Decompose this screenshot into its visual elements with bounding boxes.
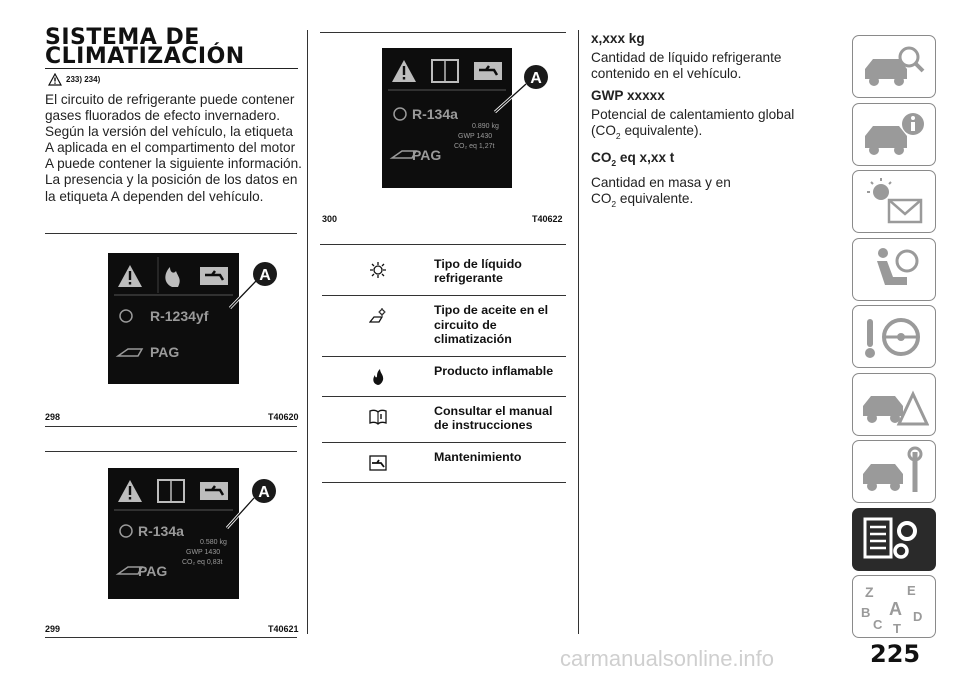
figure-300-refrigerant: R-134a — [412, 106, 458, 122]
warning-book-icon — [48, 73, 62, 86]
table-row — [322, 357, 566, 397]
figure-300-bottom-rule — [320, 244, 566, 245]
tab-warning-lights[interactable] — [852, 305, 936, 368]
column-separator-2 — [578, 30, 579, 634]
tab-maintenance[interactable] — [852, 440, 936, 503]
car-info-icon — [859, 108, 929, 160]
definition-co2-head-sub: 2 — [611, 158, 617, 169]
figure-300-top-rule — [320, 32, 566, 33]
definition-co2-sub: 2 — [611, 199, 617, 210]
svg-text:A: A — [889, 598, 902, 619]
figure-300-co2: CO₂ eq 1,27t — [454, 143, 495, 150]
figure-300-oil: PAG — [412, 147, 442, 163]
definition-gwp-sub: 2 — [615, 131, 621, 142]
symbol-label: Tipo de aceite en el circuito de climatización — [434, 303, 549, 346]
key-steering-icon — [859, 311, 929, 363]
definition-gwp-text: Potencial de calentamiento global — [591, 107, 795, 123]
figure-298-number: 298 — [45, 412, 61, 422]
svg-text:Z: Z — [865, 583, 874, 600]
figure-299-code: T40621 — [268, 624, 299, 634]
figure-299-refrigerant: R-134a — [138, 523, 184, 539]
figure-298-callout-letter: A — [259, 267, 271, 284]
warning-ref-text: 233) 234) — [66, 74, 101, 84]
symbol-label: Tipo de líquido refrigerante — [434, 257, 522, 286]
figure-298-callout — [225, 258, 285, 318]
list-gears-icon — [859, 513, 929, 565]
tab-index[interactable] — [852, 575, 936, 638]
figure-300-callout — [490, 60, 550, 120]
figure-299-oil: PAG — [138, 563, 168, 579]
figure-299-callout — [222, 473, 282, 533]
definition-co2-head-tail: eq x,xx t — [619, 150, 675, 166]
definition-co2-pre: CO — [591, 191, 612, 207]
definition-heading-co2 — [591, 149, 801, 172]
symbol-label: Producto inflamable — [434, 364, 554, 379]
definition-gwp-pre: (CO — [591, 123, 616, 139]
svg-text:C: C — [873, 616, 883, 632]
flame-icon — [369, 368, 387, 386]
figure-300-gwp: GWP 1430 — [458, 133, 493, 140]
definition-heading-qty: x,xxx kg — [591, 31, 645, 46]
title-divider — [45, 68, 298, 69]
figure-298-refrigerant: R-1234yf — [150, 308, 209, 324]
airbag-seat-icon — [859, 243, 929, 295]
figure-299-gwp: GWP 1430 — [186, 549, 221, 556]
page-number: 225 — [870, 640, 921, 668]
tab-knowing-instrument-panel[interactable] — [852, 103, 936, 166]
tab-safety[interactable] — [852, 170, 936, 233]
svg-text:T: T — [893, 620, 901, 633]
definition-heading-gwp: GWP xxxxx — [591, 88, 665, 104]
figure-300-number: 300 — [322, 214, 338, 224]
manual-book-icon — [369, 408, 387, 426]
column-separator-1 — [307, 30, 308, 634]
symbol-label: Mantenimiento — [434, 450, 522, 465]
figure-299-callout-letter: A — [258, 484, 270, 501]
table-row — [322, 397, 566, 443]
definition-co2-post: equivalente. — [619, 191, 694, 207]
symbol-label: Consultar el manual de instrucciones — [434, 404, 553, 433]
figure-299-bottom-rule — [45, 637, 297, 638]
definition-text-co2 — [591, 175, 801, 212]
figure-299-top-rule — [45, 451, 297, 452]
figure-298-oil: PAG — [150, 344, 180, 360]
figure-299-label-image — [108, 468, 239, 599]
car-wrench-icon — [859, 446, 929, 498]
tab-technical-data[interactable] — [852, 508, 936, 571]
intro-paragraph: El circuito de refrigerante puede contener gases fluorados de efecto invernadero. Según la versión del vehículo, la etiqueta A aplicada en el compartimento del motor A puede contener la siguiente información. La presencia y la posición de los datos en la etiqueta A dependen del vehículo. — [45, 92, 302, 204]
tab-emergency[interactable] — [852, 373, 936, 436]
figure-298-label-image — [108, 253, 239, 384]
figure-300-code: T40622 — [532, 214, 563, 224]
table-row — [322, 250, 566, 296]
figure-299-number: 299 — [45, 624, 61, 634]
table-row — [322, 296, 566, 357]
tab-knowing-the-car[interactable] — [852, 35, 936, 98]
watermark: carmanualsonline.info — [560, 646, 775, 671]
svg-text:D: D — [913, 608, 923, 624]
warning-light-mail-icon — [859, 176, 929, 228]
figure-299-co2: CO₂ eq 0,83t — [182, 559, 223, 566]
tab-starting-driving[interactable] — [852, 238, 936, 301]
svg-text:E: E — [907, 582, 916, 598]
figure-298-top-rule — [45, 233, 297, 234]
car-search-icon — [859, 41, 929, 93]
figure-299-qty: 0.580 kg — [200, 539, 227, 546]
definition-text-qty: Cantidad de líquido refrigerante contenido en el vehículo. — [591, 50, 782, 82]
snowflake-icon — [369, 261, 387, 279]
table-row — [322, 443, 566, 483]
car-breakdown-warning-icon — [859, 378, 929, 430]
figure-300-callout-letter: A — [530, 70, 542, 87]
oil-can-snowflake-icon — [369, 307, 387, 325]
alphabet-index-icon — [859, 581, 929, 633]
figure-298-code: T40620 — [268, 412, 299, 422]
section-title-line1: SISTEMA DE — [45, 25, 200, 50]
definition-gwp-post: equivalente). — [624, 123, 703, 139]
figure-298-bottom-rule — [45, 426, 297, 427]
svg-text:B: B — [861, 604, 871, 620]
definition-co2-head: CO — [591, 150, 612, 166]
figure-300-qty: 0.890 kg — [472, 123, 499, 130]
definitions-column — [591, 30, 801, 218]
symbols-table — [322, 250, 566, 483]
wrench-icon — [369, 454, 387, 472]
warning-reference — [48, 72, 100, 86]
definition-text-gwp — [591, 107, 801, 144]
definition-co2-text: Cantidad en masa y en — [591, 175, 731, 191]
section-title-line2: CLIMATIZACIÓN — [45, 44, 245, 69]
section-title — [45, 25, 300, 69]
chapter-sidebar — [852, 35, 937, 643]
